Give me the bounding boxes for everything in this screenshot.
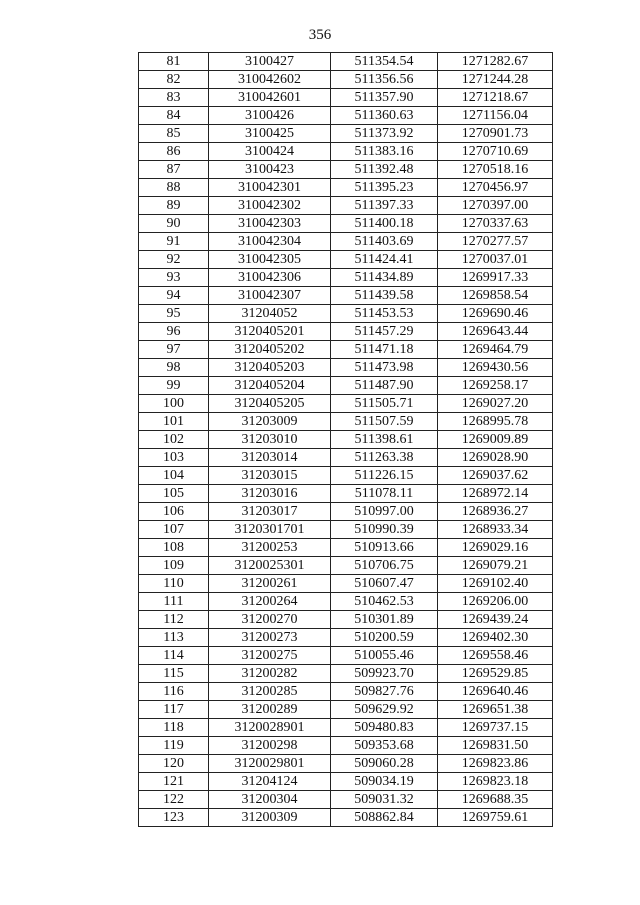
point-id-cell: 3120405204 (209, 377, 331, 395)
point-id-cell: 310042303 (209, 215, 331, 233)
point-id-cell: 31200275 (209, 647, 331, 665)
point-id-cell: 31200282 (209, 665, 331, 683)
table-row (139, 701, 553, 719)
point-id-cell: 31203017 (209, 503, 331, 521)
point-id-cell: 31200298 (209, 737, 331, 755)
table-row (139, 125, 553, 143)
table-row (139, 467, 553, 485)
point-id-cell: 3120301701 (209, 521, 331, 539)
y-coordinate-cell: 1270456.97 (438, 179, 553, 197)
y-coordinate-cell: 1269823.18 (438, 773, 553, 791)
row-number-cell: 102 (139, 431, 209, 449)
row-number-cell: 108 (139, 539, 209, 557)
y-coordinate-cell: 1269258.17 (438, 377, 553, 395)
y-coordinate-cell: 1269009.89 (438, 431, 553, 449)
row-number-cell: 97 (139, 341, 209, 359)
x-coordinate-cell: 511263.38 (331, 449, 438, 467)
table-row (139, 575, 553, 593)
y-coordinate-cell: 1271244.28 (438, 71, 553, 89)
y-coordinate-cell: 1269430.56 (438, 359, 553, 377)
table-row (139, 521, 553, 539)
x-coordinate-cell: 511226.15 (331, 467, 438, 485)
table-row (139, 287, 553, 305)
x-coordinate-cell: 509031.32 (331, 791, 438, 809)
x-coordinate-cell: 510913.66 (331, 539, 438, 557)
x-coordinate-cell: 511360.63 (331, 107, 438, 125)
row-number-cell: 95 (139, 305, 209, 323)
x-coordinate-cell: 509827.76 (331, 683, 438, 701)
table-row (139, 341, 553, 359)
x-coordinate-cell: 511354.54 (331, 53, 438, 71)
y-coordinate-cell: 1268972.14 (438, 485, 553, 503)
point-id-cell: 310042307 (209, 287, 331, 305)
x-coordinate-cell: 511400.18 (331, 215, 438, 233)
y-coordinate-cell: 1269917.33 (438, 269, 553, 287)
x-coordinate-cell: 510200.59 (331, 629, 438, 647)
table-row (139, 791, 553, 809)
row-number-cell: 94 (139, 287, 209, 305)
table-row (139, 629, 553, 647)
table-row (139, 71, 553, 89)
x-coordinate-cell: 511356.56 (331, 71, 438, 89)
point-id-cell: 310042301 (209, 179, 331, 197)
point-id-cell: 3120405202 (209, 341, 331, 359)
table-row (139, 269, 553, 287)
y-coordinate-cell: 1269037.62 (438, 467, 553, 485)
y-coordinate-cell: 1269831.50 (438, 737, 553, 755)
row-number-cell: 120 (139, 755, 209, 773)
x-coordinate-cell: 509480.83 (331, 719, 438, 737)
row-number-cell: 92 (139, 251, 209, 269)
row-number-cell: 112 (139, 611, 209, 629)
row-number-cell: 100 (139, 395, 209, 413)
table-row (139, 233, 553, 251)
table-row (139, 197, 553, 215)
row-number-cell: 99 (139, 377, 209, 395)
x-coordinate-cell: 511507.59 (331, 413, 438, 431)
point-id-cell: 310042601 (209, 89, 331, 107)
x-coordinate-cell: 511505.71 (331, 395, 438, 413)
table-row (139, 143, 553, 161)
row-number-cell: 123 (139, 809, 209, 827)
y-coordinate-cell: 1269027.20 (438, 395, 553, 413)
table-row (139, 611, 553, 629)
y-coordinate-cell: 1271282.67 (438, 53, 553, 71)
row-number-cell: 98 (139, 359, 209, 377)
y-coordinate-cell: 1270277.57 (438, 233, 553, 251)
y-coordinate-cell: 1271156.04 (438, 107, 553, 125)
y-coordinate-cell: 1269402.30 (438, 629, 553, 647)
y-coordinate-cell: 1269464.79 (438, 341, 553, 359)
y-coordinate-cell: 1269759.61 (438, 809, 553, 827)
y-coordinate-cell: 1270337.63 (438, 215, 553, 233)
table-row (139, 305, 553, 323)
x-coordinate-cell: 509629.92 (331, 701, 438, 719)
point-id-cell: 3120405205 (209, 395, 331, 413)
table-row (139, 431, 553, 449)
x-coordinate-cell: 509353.68 (331, 737, 438, 755)
point-id-cell: 31200253 (209, 539, 331, 557)
y-coordinate-cell: 1270037.01 (438, 251, 553, 269)
y-coordinate-cell: 1269737.15 (438, 719, 553, 737)
row-number-cell: 85 (139, 125, 209, 143)
y-coordinate-cell: 1271218.67 (438, 89, 553, 107)
x-coordinate-cell: 511392.48 (331, 161, 438, 179)
row-number-cell: 96 (139, 323, 209, 341)
y-coordinate-cell: 1270710.69 (438, 143, 553, 161)
x-coordinate-cell: 510607.47 (331, 575, 438, 593)
table-row (139, 161, 553, 179)
table-row (139, 485, 553, 503)
table-row (139, 449, 553, 467)
row-number-cell: 105 (139, 485, 209, 503)
row-number-cell: 103 (139, 449, 209, 467)
row-number-cell: 109 (139, 557, 209, 575)
row-number-cell: 117 (139, 701, 209, 719)
x-coordinate-cell: 511471.18 (331, 341, 438, 359)
y-coordinate-cell: 1268936.27 (438, 503, 553, 521)
row-number-cell: 110 (139, 575, 209, 593)
table-row (139, 323, 553, 341)
point-id-cell: 310042602 (209, 71, 331, 89)
point-id-cell: 31203016 (209, 485, 331, 503)
y-coordinate-cell: 1268995.78 (438, 413, 553, 431)
x-coordinate-cell: 509034.19 (331, 773, 438, 791)
x-coordinate-cell: 510055.46 (331, 647, 438, 665)
y-coordinate-cell: 1269643.44 (438, 323, 553, 341)
point-id-cell: 310042302 (209, 197, 331, 215)
table-row (139, 179, 553, 197)
y-coordinate-cell: 1269823.86 (438, 755, 553, 773)
coordinates-table (138, 52, 553, 827)
point-id-cell: 31200264 (209, 593, 331, 611)
point-id-cell: 31200289 (209, 701, 331, 719)
table-row (139, 89, 553, 107)
row-number-cell: 113 (139, 629, 209, 647)
table-row (139, 359, 553, 377)
table-row (139, 683, 553, 701)
x-coordinate-cell: 511373.92 (331, 125, 438, 143)
point-id-cell: 3100427 (209, 53, 331, 71)
point-id-cell: 3120025301 (209, 557, 331, 575)
row-number-cell: 86 (139, 143, 209, 161)
x-coordinate-cell: 510462.53 (331, 593, 438, 611)
y-coordinate-cell: 1269690.46 (438, 305, 553, 323)
table-row (139, 395, 553, 413)
table-row (139, 539, 553, 557)
y-coordinate-cell: 1269640.46 (438, 683, 553, 701)
y-coordinate-cell: 1269651.38 (438, 701, 553, 719)
x-coordinate-cell: 511395.23 (331, 179, 438, 197)
row-number-cell: 106 (139, 503, 209, 521)
x-coordinate-cell: 509060.28 (331, 755, 438, 773)
x-coordinate-cell: 511457.29 (331, 323, 438, 341)
point-id-cell: 31203009 (209, 413, 331, 431)
table-row (139, 737, 553, 755)
point-id-cell: 31200273 (209, 629, 331, 647)
table-row (139, 665, 553, 683)
table-row (139, 557, 553, 575)
point-id-cell: 31200309 (209, 809, 331, 827)
point-id-cell: 3120405203 (209, 359, 331, 377)
y-coordinate-cell: 1269858.54 (438, 287, 553, 305)
row-number-cell: 119 (139, 737, 209, 755)
row-number-cell: 101 (139, 413, 209, 431)
table-row (139, 377, 553, 395)
row-number-cell: 111 (139, 593, 209, 611)
table-row (139, 773, 553, 791)
x-coordinate-cell: 508862.84 (331, 809, 438, 827)
page-number: 356 (308, 27, 332, 43)
x-coordinate-cell: 510706.75 (331, 557, 438, 575)
table-row (139, 413, 553, 431)
point-id-cell: 3100426 (209, 107, 331, 125)
table-row (139, 755, 553, 773)
point-id-cell: 3120029801 (209, 755, 331, 773)
point-id-cell: 31203010 (209, 431, 331, 449)
row-number-cell: 90 (139, 215, 209, 233)
y-coordinate-cell: 1269688.35 (438, 791, 553, 809)
row-number-cell: 84 (139, 107, 209, 125)
x-coordinate-cell: 511397.33 (331, 197, 438, 215)
point-id-cell: 3100423 (209, 161, 331, 179)
point-id-cell: 31200285 (209, 683, 331, 701)
point-id-cell: 3120405201 (209, 323, 331, 341)
y-coordinate-cell: 1269529.85 (438, 665, 553, 683)
table-row (139, 647, 553, 665)
row-number-cell: 88 (139, 179, 209, 197)
y-coordinate-cell: 1270518.16 (438, 161, 553, 179)
row-number-cell: 122 (139, 791, 209, 809)
point-id-cell: 3100424 (209, 143, 331, 161)
point-id-cell: 31204052 (209, 305, 331, 323)
point-id-cell: 310042304 (209, 233, 331, 251)
row-number-cell: 114 (139, 647, 209, 665)
row-number-cell: 118 (139, 719, 209, 737)
table-row (139, 809, 553, 827)
y-coordinate-cell: 1269102.40 (438, 575, 553, 593)
x-coordinate-cell: 510997.00 (331, 503, 438, 521)
y-coordinate-cell: 1269028.90 (438, 449, 553, 467)
x-coordinate-cell: 511357.90 (331, 89, 438, 107)
x-coordinate-cell: 511403.69 (331, 233, 438, 251)
y-coordinate-cell: 1269439.24 (438, 611, 553, 629)
x-coordinate-cell: 511487.90 (331, 377, 438, 395)
row-number-cell: 87 (139, 161, 209, 179)
point-id-cell: 310042306 (209, 269, 331, 287)
x-coordinate-cell: 511398.61 (331, 431, 438, 449)
y-coordinate-cell: 1268933.34 (438, 521, 553, 539)
table-row (139, 503, 553, 521)
point-id-cell: 31203014 (209, 449, 331, 467)
x-coordinate-cell: 511078.11 (331, 485, 438, 503)
row-number-cell: 121 (139, 773, 209, 791)
row-number-cell: 93 (139, 269, 209, 287)
table-body (139, 53, 553, 827)
row-number-cell: 91 (139, 233, 209, 251)
y-coordinate-cell: 1270901.73 (438, 125, 553, 143)
x-coordinate-cell: 511383.16 (331, 143, 438, 161)
table-row (139, 53, 553, 71)
point-id-cell: 3120028901 (209, 719, 331, 737)
table-row (139, 719, 553, 737)
point-id-cell: 31203015 (209, 467, 331, 485)
point-id-cell: 31204124 (209, 773, 331, 791)
row-number-cell: 83 (139, 89, 209, 107)
point-id-cell: 310042305 (209, 251, 331, 269)
y-coordinate-cell: 1269029.16 (438, 539, 553, 557)
table-row (139, 215, 553, 233)
row-number-cell: 115 (139, 665, 209, 683)
point-id-cell: 31200304 (209, 791, 331, 809)
y-coordinate-cell: 1270397.00 (438, 197, 553, 215)
row-number-cell: 116 (139, 683, 209, 701)
x-coordinate-cell: 511473.98 (331, 359, 438, 377)
x-coordinate-cell: 511424.41 (331, 251, 438, 269)
y-coordinate-cell: 1269079.21 (438, 557, 553, 575)
x-coordinate-cell: 511453.53 (331, 305, 438, 323)
row-number-cell: 81 (139, 53, 209, 71)
point-id-cell: 31200261 (209, 575, 331, 593)
x-coordinate-cell: 510990.39 (331, 521, 438, 539)
point-id-cell: 31200270 (209, 611, 331, 629)
row-number-cell: 107 (139, 521, 209, 539)
table-row (139, 593, 553, 611)
row-number-cell: 89 (139, 197, 209, 215)
y-coordinate-cell: 1269206.00 (438, 593, 553, 611)
row-number-cell: 82 (139, 71, 209, 89)
point-id-cell: 3100425 (209, 125, 331, 143)
table-row (139, 107, 553, 125)
row-number-cell: 104 (139, 467, 209, 485)
x-coordinate-cell: 511434.89 (331, 269, 438, 287)
x-coordinate-cell: 511439.58 (331, 287, 438, 305)
x-coordinate-cell: 509923.70 (331, 665, 438, 683)
x-coordinate-cell: 510301.89 (331, 611, 438, 629)
table-row (139, 251, 553, 269)
y-coordinate-cell: 1269558.46 (438, 647, 553, 665)
